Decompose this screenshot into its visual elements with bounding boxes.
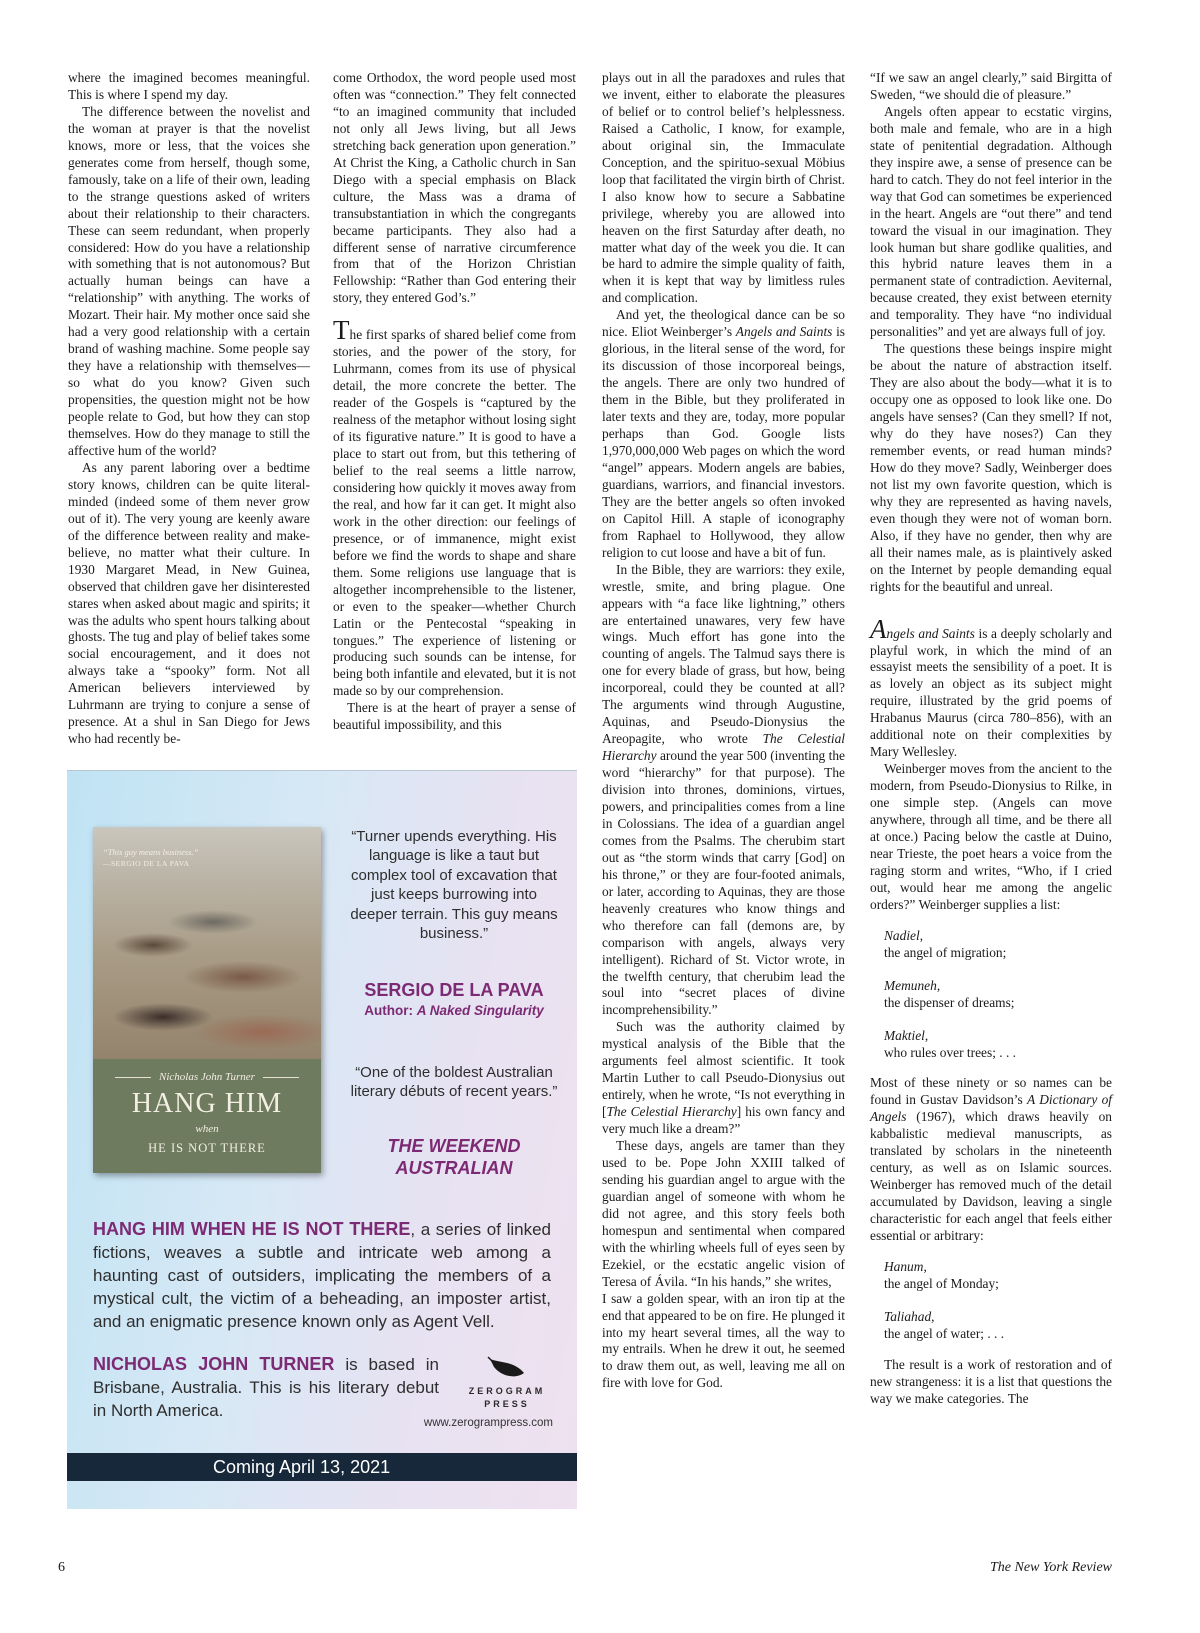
paragraph: Most of these ninety or so names can be found in Gustav Davidson’s A Dictionary of Angels (1967), which draws heavily on kabbalistic medieval manuscripts, as translated by scholars in the nineteenth century, as well as on Islamic sources. Weinberger has removed much of the detail accumulated by Davidson, leaving a single characteristic for each angel that feels either essential or arbitrary: <box>870 1075 1112 1244</box>
publisher-logo <box>465 1353 549 1411</box>
cover-author: Nicholas John Turner <box>93 1071 321 1083</box>
paragraph: Angels often appear to ecstatic virgins, both male and female, who are in a high state of penitential degradation. Although they inspire awe, a sense of presence can be hard to catch. They do not feel interior in the way that God can sometimes be experienced in the heart. Angels are “out there” and tend toward the visual in our imagination. They look human but share godlike qualities, and this hybrid nature leaves them in a permanent state of contradiction. Aeviternal, because created, they exist between eternity and temporality. They have “no individual personalities” and yet are always full of joy. <box>870 103 1112 340</box>
book-title: The Celestial Hierarchy <box>606 1104 737 1120</box>
book-title: The Celestial Hierarchy <box>602 731 845 764</box>
paragraph: The result is a work of restoration and of new strangeness: it is a list that questions the way we make categories. The <box>870 1356 1112 1406</box>
paragraph: These days, angels are tamer than they used to be. Pope John XXIII talked of sending his guardian angel to argue with the guardian angel of someone with whom he did not agree, and this story feels both homespun and sentimental when compared with the whirling wheels full of eyes seen by Ezekiel, or the ecstatic angelic vision of Teresa of Ávila. “In his hands,” she writes, <box>602 1138 845 1289</box>
section-opening-paragraph: Angels and Saints is a deeply scholarly and playful work, in which the mind of an essayist meets the sensibility of a poet. It is as lovely an object as its subject might require, illustrated by the grid poems of Hrabanus Maurus (circa 780–856), with an additional note on their complexities by Mary Wellesley. <box>870 613 1112 760</box>
paragraph: Such was the authority claimed by mystical analysis of the Bible that the arguments feel almost scientific. It took Martin Luther to call Pseudo-Dionysius out entirely, when he wrote, “Is not everything in [The Celestial Hierarchy] his own fancy and very much like a dream?” <box>602 1019 845 1137</box>
paragraph: plays out in all the paradoxes and rules that we invent, either to elaborate the pleasures of belief or to control belief’s helplessness. Raised a Catholic, I know, for example, about original sin, the Immaculate Conception, and the spirituo-sexual Möbius loop that facilitated the virgin birth of Christ. I also know how to secure a Sabbatine privilege, whereby you are allowed into heaven on the first Saturday after death, no matter what day of the week you die. It can be hard to admire the simple quality of faith, when it is kept that way by limitless rules and complication. <box>602 70 845 306</box>
book-title: Angels and Saints <box>735 324 833 340</box>
list-item: Nadiel, <box>884 927 924 943</box>
review-quote-2: “One of the boldest Australian literary débuts of recent years.” <box>350 1064 558 1101</box>
paragraph-text: he first sparks of shared belief come from stories, and the power of the story, for Luhrmann, comes from its use of physical detail, the more concrete the better. The reader of the Gospels is “captured by the realness of the metaphor without losing sight of its figurative nature.” It is good to have a place to start out from, but this tethering of belief to the real seems a little narrow, considering how quickly it moves away from the real, and how far it can get. It might also work in the other direction: our feelings of presence, or of immanence, might exist before we find the words to shape and share them. Some religions use language that is altogether incomprehensible to the listener, or even to the speaker—whether Church Latin or the Pentecostal “speaking in tongues.” The experience of listening or producing such sounds can be intense, for being both infantile and elevated, but it is not made so by our comprehension. <box>333 327 576 699</box>
list-item: Memuneh, <box>884 977 941 993</box>
cover-photo <box>93 827 321 1059</box>
list-item: Hanum, <box>884 1259 927 1274</box>
article-column-3 <box>602 70 845 1392</box>
book-cover <box>93 827 321 1173</box>
cover-title-when: when <box>195 1123 219 1135</box>
cover-title: HANG HIM <box>131 1088 283 1119</box>
quote-attribution-source: THE WEEKEND AUSTRALIAN <box>387 1136 521 1178</box>
release-date-banner: Coming April 13, 2021 <box>67 1453 577 1481</box>
list-item: Taliahad, <box>884 1308 935 1324</box>
publication-name: The New York Review <box>990 1560 1112 1575</box>
book-title: ngels and Saints <box>886 625 975 641</box>
drop-cap: A <box>870 613 887 644</box>
book-title: A Dictionary of Angels <box>870 1092 1112 1125</box>
cover-title-band <box>93 1059 321 1173</box>
list-item: Maktiel, <box>884 1027 929 1043</box>
paragraph: “If we saw an angel clearly,” said Birgitta of Sweden, “we should die of pleasure.” <box>870 70 1112 102</box>
cover-subtitle: HE IS NOT THERE <box>148 1141 266 1155</box>
drop-cap: T <box>333 315 350 346</box>
quote-attribution-name: SERGIO DE LA PAVA <box>364 980 544 1000</box>
publisher-name: ZEROGRAM PRESS <box>468 1386 546 1409</box>
block-quote: I saw a golden spear, with an iron tip at the end that appeared to be on fire. He plunged it into my heart several times, all the way to my entrails. When he drew it out, he seemed to draw them out, as well, leaving me all on fire with love for God. <box>602 1290 845 1391</box>
publisher-url[interactable]: www.zerogrampress.com <box>423 1417 553 1429</box>
paragraph: Weinberger moves from the ancient to the modern, from Pseudo-Dionysius to Rilke, in one simple step. (Angels can move anywhere, through all time, and be there all at once.) Pacing below the castle at Duino, near Trieste, the poet hears a voice from the raging storm and writes, “Who, if I cried out, would hear me among the angelic orders?” Weinberger supplies a list: <box>870 761 1112 912</box>
quote-attribution-role: Author: A Naked Singularity <box>364 1003 544 1018</box>
author-bio: NICHOLAS JOHN TURNER is based in Brisbane, Australia. This is his literary debut in North America. <box>93 1354 439 1420</box>
paragraph: There is at the heart of prayer a sense of beautiful impossibility, and this <box>333 700 576 733</box>
paragraph: The difference between the novelist and the woman at prayer is that the novelist knows, more or less, that the voices she generates come from herself, though some, famously, take on a life of their own, leading to the strange questions asked of writers about their relationship to their characters. These can seem redundant, when properly considered: How do you have a relationship with something that is not autonomous? But actually human beings can have a “relationship” with anything. The works of Mozart. Their hair. My mother once said she had a very good relationship with a certain brand of washing machine. Some people say they have a relationship with themselves—so what do you know? Given such propensities, the question might not be how people relate to God, but how they can stop themselves. How do they manage to still the affective hum of the world? <box>68 103 310 458</box>
angel-list-2: Hanum, the angel of Monday; Taliahad, the angel of water; . . . <box>884 1259 1112 1343</box>
page-number: 6 <box>58 1560 65 1575</box>
paragraph: come Orthodox, the word people used most often was “connection.” They felt connected “to an imagined community that included not only all Jews living, but all Jews stretching back generation upon generation.” At Christ the King, a Catholic church in San Diego with a special emphasis on Black culture, the Mass was a drama of transubstantiation in which the congregants became participants. They also had a different sense of narrative circumference from that of the Horizon Christian Fellowship: “Rather than God entering their story, they entered God’s.” <box>333 70 576 306</box>
section-opening-paragraph <box>333 315 576 700</box>
feather-icon <box>484 1353 530 1383</box>
angel-list-1: Nadiel, the angel of migration; Memuneh, the dispenser of dreams; Maktiel, who rules over trees; . . . <box>884 928 1112 1062</box>
article-column-4 <box>870 70 1112 1408</box>
paragraph: where the imagined becomes meaningful. This is where I spend my day. <box>68 70 310 102</box>
review-quote-1: “Turner upends everything. His language is like a taut but complex tool of excavation that just keeps burrowing into deeper terrain. This guy means business.” <box>350 828 558 943</box>
paragraph: And yet, the theological dance can be so nice. Eliot Weinberger’s Angels and Saints is glorious, in the literal sense of the word, for its discussion of those incorporeal beings, the angels. There are only two hundred of them in the Bible, but they proliferated in later texts and they are, today, more popular perhaps than God. Google lists 1,970,000,000 Web pages on which the word “angel” appears. Modern angels are babies, guardians, warriors, and financial investors. They are the better angels so often invoked on Capitol Hill. A staple of iconography from Raphael to Hollywood, they allow religion to cut loose and have a bit of fun. <box>602 307 846 560</box>
book-advertisement <box>67 770 577 1509</box>
paragraph: In the Bible, they are warriors: they exile, wrestle, smite, and bring plague. One appears with “a face like lightning,” others are entertained unawares, very few have wings. Much effort has gone into the counting of angels. The Talmud says there is one for every blade of grass, but how, being incorporeal, could they be counted at all? The arguments wind through Augustine, Aquinas, and Pseudo-Dionysius the Areopagite, who wrote The Celestial Hierarchy around the year 500 (inventing the word “hierarchy” for that purpose). The division into thrones, dominions, virtues, powers, and principalities comes from a line in Colossians. The idea of a guardian angel comes from the Psalms. The cherubim start out as “the storm winds that carry [God] on his throne,” or they are four-footed animals, or later, according to Aquinas, they are those heavenly creatures who know things and who therefore can fall (demons are, by comparison with angels, always very intelligent). Richard of St. Victor wrote, in the twelfth century, that cherubim lead the soul into “secret places of divine incomprehensibility.” <box>602 561 845 1018</box>
cover-blurb: “This guy means business.” —SERGIO DE LA PAVA <box>103 847 199 868</box>
paragraph: As any parent laboring over a bedtime story knows, children can be quite literal-minded (indeed some of them never grow out of it). The very young are keenly aware of the difference between reality and make-believe, no matter what their culture. In 1930 Margaret Mead, in New Guinea, observed that children gave her disinterested stares when asked about magic and spirits; it was the adults who spent hours talking about ghosts. The tug and play of belief takes some social encouragement, and it does not always take a “spooky” form. Not all American believers interviewed by Luhrmann are trying to conjure a sense of presence. At a shul in San Diego for Jews who had recently be- <box>68 459 310 747</box>
ad-description: HANG HIM WHEN HE IS NOT THERE, a series of linked fictions, weaves a subtle and intricate web among a haunting cast of outsiders, implicating the members of a mystical cult, the victim of a beheading, an imposter artist, and an enigmatic presence known only as Agent Vell. <box>93 1219 551 1331</box>
article-column-1 <box>68 70 310 748</box>
article-column-2 <box>333 70 576 734</box>
paragraph: The questions these beings inspire might be about the nature of abstraction itself. They are also about the body—what it is to occupy one as opposed to look like one. Do angels have senses? (Can they smell? If not, why do they have noses?) Can they remember events, or read human minds? How do they move? Sadly, Weinberger does not list my own favorite question, which is why they are represented as having navels, even though they were not of woman born. Also, if they have no gender, then why are all their names male, as is plaintively asked on the Internet by people demanding equal rights for the beautiful and unreal. <box>870 341 1112 594</box>
